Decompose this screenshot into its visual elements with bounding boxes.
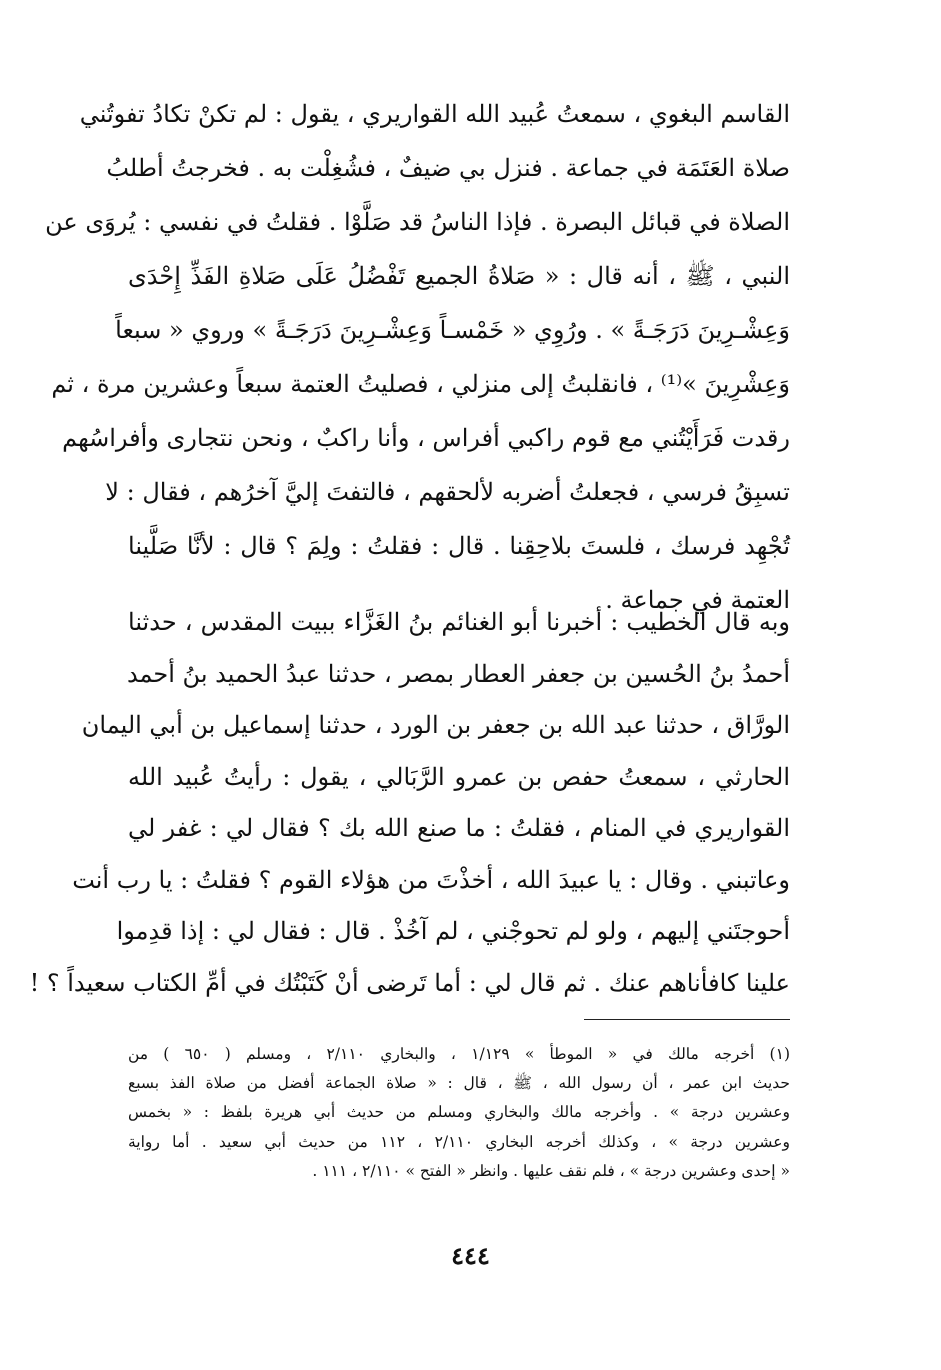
footnote-line: حديث ابن عمر ، أن رسول الله ، ﷺ ، قال : « صلاة الجماعة أفضل من صلاة الفذ بسبع [128, 1074, 790, 1093]
footnote-line: « إحدى وعشرين درجة » ، فلم نقف عليها . وانظر « الفتح » ٢/١١٠ ، ١١١ . [312, 1161, 790, 1180]
text-line: أحمدُ بنُ الحُسين بن جعفر العطار بمصر ، حدثنا عبدُ الحميد بنُ أحمد [126, 659, 790, 688]
footnote-separator [584, 1019, 790, 1020]
text-line: القواريري في المنام ، فقلتُ : ما صنع الله بك ؟ فقال لي : غفر لي [128, 814, 790, 842]
text-line: القاسم البغوي ، سمعتُ عُبيد الله القواريري ، يقول : لم تكنْ تكادُ تفوتُني [79, 100, 790, 128]
text-line: تُجْهِد فرسك ، فلستَ بلاحِقِنا . قال : فقلتُ : ولِمَ ؟ قال : لأنَّا صَلَّينا [128, 532, 790, 560]
footnotes [128, 1046, 790, 1192]
text-line: العتمة في جماعة . [605, 586, 790, 614]
footnote-line: وعشرين درجة » ، وكذلك أخرجه البخاري ٢/١١٠ ، ١١٢ من حديث أبي سعيد . أما رواية [128, 1132, 790, 1151]
footnote-line: (١) أخرجه مالك في « الموطأ » ١/١٢٩ ، والبخاري ٢/١١٠ ، ومسلم ( ٦٥٠ ) من [128, 1045, 790, 1063]
text-line: صلاة العَتَمَة في جماعة . فنزل بي ضيفٌ ، فشُغِلْت به . فخرجتُ أطلبُ [106, 154, 790, 182]
page-number: ٤٤٤ [451, 1241, 490, 1270]
text-line: وبه قال الخطيب : أخبرنا أبو الغنائم بنُ الغَزَّاء ببيت المقدس ، حدثنا [128, 608, 790, 636]
text-line: وَعِشْرِينَ »⁽¹⁾ ، فانقلبتُ إلى منزلي ، فصليتُ العتمة سبعاً وعشرين مرة ، ثم [51, 370, 790, 398]
text-line: وعاتبني . وقال : يا عبيدَ الله ، أخذْتَ من هؤلاء القوم ؟ فقلتُ : يا رب أنت [72, 865, 790, 894]
paragraph-two [29, 608, 790, 1022]
paragraph-one [45, 100, 790, 642]
footnote-line: وعشرين درجة » . وأخرجه مالك والبخاري ومسلم من حديث أبي هريرة بلفظ : « بخمس [128, 1103, 790, 1122]
text-line: تسبِقُ فرسي ، فجعلتُ أضربه لألحقهم ، فالتفتَ إليَّ آخرُهم ، فقال : لا [105, 478, 790, 506]
text-line: الصلاة في قبائل البصرة . فإذا الناسُ قد صَلَّوْا . فقلتُ في نفسي : يُروَى عن [45, 208, 790, 236]
text-line: علينا كافأناهم عنك . ثم قال لي : أما تَرضى أنْ كَتَبْتُك في أمِّ الكتاب سعيداً ؟ ! [29, 968, 790, 997]
text-line: رقدت فَرَأَيْتُني مع قوم راكبي أفراس ، وأنا راكبٌ ، ونحن نتجارى وأفراسُهم [62, 424, 790, 452]
text-line: النبي ، ﷺ ، أنه قال : « صَلاةُ الجميع تَفْضُلُ عَلَى صَلاةِ الفَذِّ إِحْدَى [128, 262, 790, 290]
text-line: الورَّاق ، حدثنا عبد الله بن جعفر بن الورد ، حدثنا إسماعيل بن أبي اليمان [81, 711, 790, 739]
text-line: أحوجتَني إليهم ، ولو لم تحوجْني ، لم آخُذْ . قال : فقال لي : إذا قدِموا [116, 917, 790, 945]
text-line: الحارثي ، سمعتُ حفص بن عمرو الرَّبَالي ، يقول : رأيتُ عُبيد الله [128, 762, 790, 791]
text-line: وَعِشْـرِينَ دَرَجَـةً » . ورُوِي « خَمْسـاً وَعِشْـرِينَ دَرَجَـةً » وروي « سبعاً [115, 316, 790, 344]
